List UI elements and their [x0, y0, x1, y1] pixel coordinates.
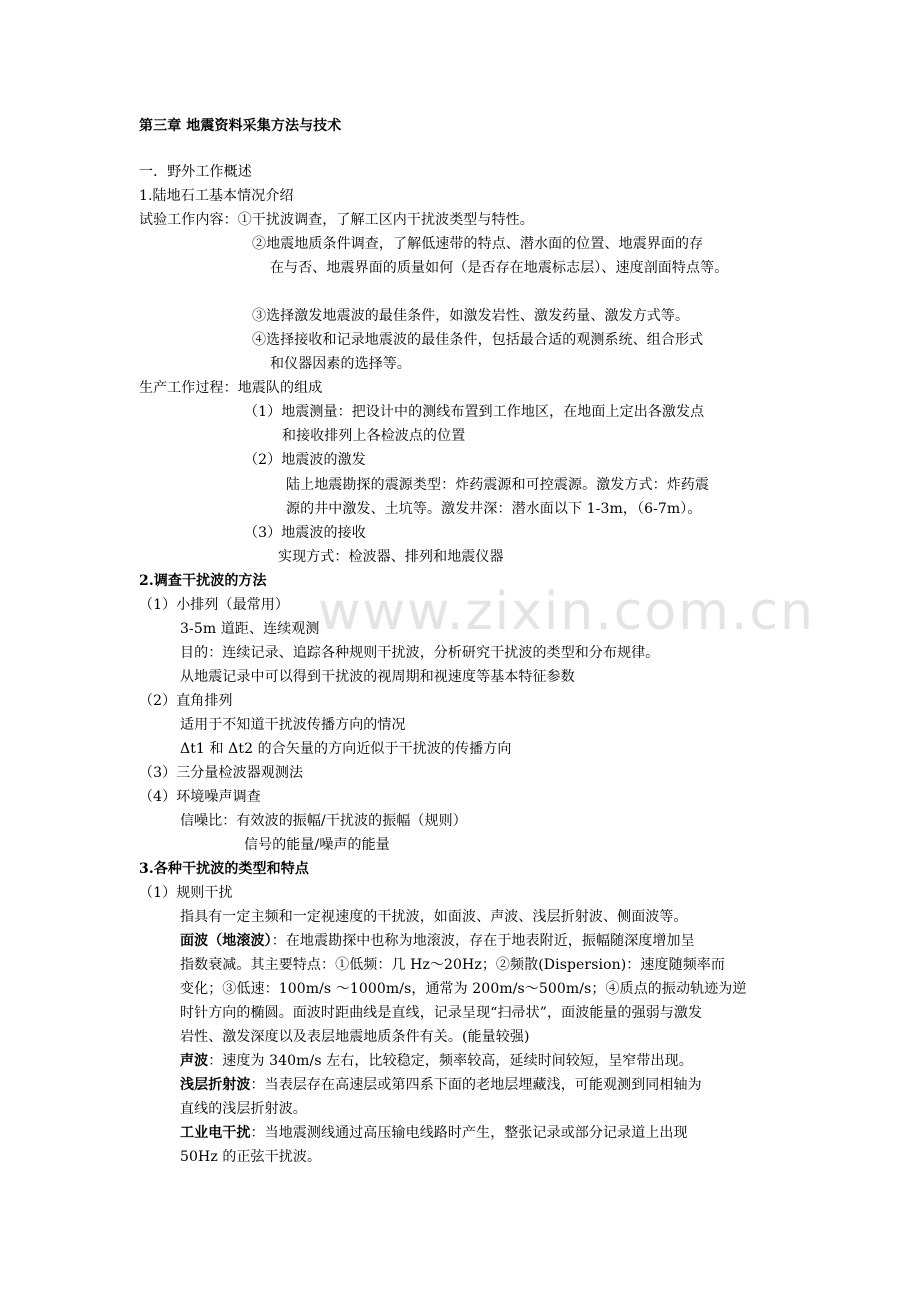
experiment-item-3: ③选择激发地震波的最佳条件，如激发岩性、激发药量、激发方式等。: [252, 308, 690, 324]
surface-wave-line-1: [180, 931, 695, 951]
sound-wave-text: ：速度为 340m/s 左右，比较稳定，频率较高，延续时间较短，呈窄带出现。: [208, 1053, 693, 1069]
production-item-1-cont: 和接收排列上各检波点的位置: [282, 428, 466, 444]
method-2: （2）直角排列: [139, 693, 233, 709]
power-label: 工业电干扰: [180, 1125, 251, 1141]
production-item-3: （3）地震波的接收: [244, 525, 366, 541]
method-2-line-1: 适用于不知道干扰波传播方向的情况: [180, 717, 406, 733]
sound-wave-line: [180, 1051, 693, 1071]
surface-wave-line-2: 指数衰减。其主要特点：①低频：几 Hz～20Hz；②频散(Dispersion)：速度随频率而: [180, 957, 725, 973]
surface-wave-label: 面波（地滚波）: [180, 933, 272, 949]
experiment-item-2-cont: 在与否、地震界面的质量如何（是否存在地震标志层）、速度剖面特点等。: [270, 260, 729, 276]
sound-wave-label: 声波: [180, 1053, 209, 1069]
section-3-heading: 3.各种干扰波的类型和特点: [139, 861, 309, 877]
chapter-title: 第三章 地震资料采集方法与技术: [139, 118, 342, 134]
method-1-line-2: 目的：连续记录、追踪各种规则干扰波，分析研究干扰波的类型和分布规律。: [180, 645, 660, 661]
surface-wave-text: ：在地震勘探中也称为地滚波，存在于地表附近，振幅随深度增加呈: [271, 933, 695, 949]
method-2-line-2: Δt1 和 Δt2 的合矢量的方向近似于干扰波的传播方向: [180, 741, 512, 757]
surface-wave-line-4: 时针方向的椭圆。面波时距曲线是直线，记录呈现“扫帚状”，面波能量的强弱与激发: [180, 1005, 703, 1021]
experiment-item-2: ②地震地质条件调查，了解低速带的特点、潜水面的位置、地震界面的存: [252, 236, 704, 252]
method-3: （3）三分量检波器观测法: [139, 765, 304, 781]
surface-wave-line-3: 变化；③低速：100m/s ～1000m/s，通常为 200m/s～500m/s；④质点的振动轨迹为逆: [180, 981, 747, 997]
type-1: （1）规则干扰: [139, 885, 233, 901]
experiment-item-1: 试验工作内容：①干扰波调查，了解工区内干扰波类型与特性。: [139, 212, 534, 228]
surface-wave-line-5: 岩性、激发深度以及表层地震地质条件有关。(能量较强): [180, 1029, 530, 1045]
experiment-item-4-cont: 和仪器因素的选择等。: [270, 356, 411, 372]
refraction-label: 浅层折射波: [180, 1077, 251, 1093]
power-text: ：当地震测线通过高压输电线路时产生，整张记录或部分记录道上出现: [250, 1125, 688, 1141]
power-line-1: [180, 1123, 688, 1143]
method-4-line-1: 信噪比：有效波的振幅/干扰波的振幅（规则）: [180, 813, 467, 829]
watermark: www.zixin.com.cn: [318, 582, 815, 642]
method-1-line-1: 3-5m 道距、连续观测: [180, 621, 320, 637]
refraction-text: ：当表层存在高速层或第四系下面的老地层埋藏浅，可能观测到同相轴为: [250, 1077, 702, 1093]
experiment-item-4: ④选择接收和记录地震波的最佳条件，包括最合适的观测系统、组合形式: [252, 332, 704, 348]
type-1-definition: 指具有一定主频和一定视速度的干扰波，如面波、声波、浅层折射波、侧面波等。: [180, 909, 688, 925]
production-item-2: （2）地震波的激发: [244, 452, 366, 468]
production-item-2-text: 陆上地震勘探的震源类型：炸药震源和可控震源。激发方式：炸药震: [286, 477, 709, 493]
subsection-1-1: 1.陆地石工基本情况介绍: [139, 188, 294, 204]
method-4-line-2: 信号的能量/噪声的能量: [244, 837, 390, 853]
production-heading: 生产工作过程：地震队的组成: [139, 380, 323, 396]
production-item-2-cont: 源的井中激发、土坑等。激发井深：潜水面以下 1-3m，（6-7m）。: [286, 501, 702, 517]
production-item-1: （1）地震测量：把设计中的测线布置到工作地区，在地面上定出各激发点: [244, 404, 705, 420]
method-1: （1）小排列（最常用）: [139, 597, 290, 613]
refraction-line-1: [180, 1075, 702, 1095]
power-line-2: 50Hz 的正弦干扰波。: [180, 1149, 322, 1165]
section-1-heading: 一．野外工作概述: [139, 164, 252, 180]
refraction-line-2: 直线的浅层折射波。: [180, 1101, 307, 1117]
method-1-line-3: 从地震记录中可以得到干扰波的视周期和视速度等基本特征参数: [180, 669, 575, 685]
production-item-3-text: 实现方式：检波器、排列和地震仪器: [278, 549, 504, 565]
section-2-heading: 2.调查干扰波的方法: [139, 573, 267, 589]
method-4: （4）环境噪声调查: [139, 789, 261, 805]
